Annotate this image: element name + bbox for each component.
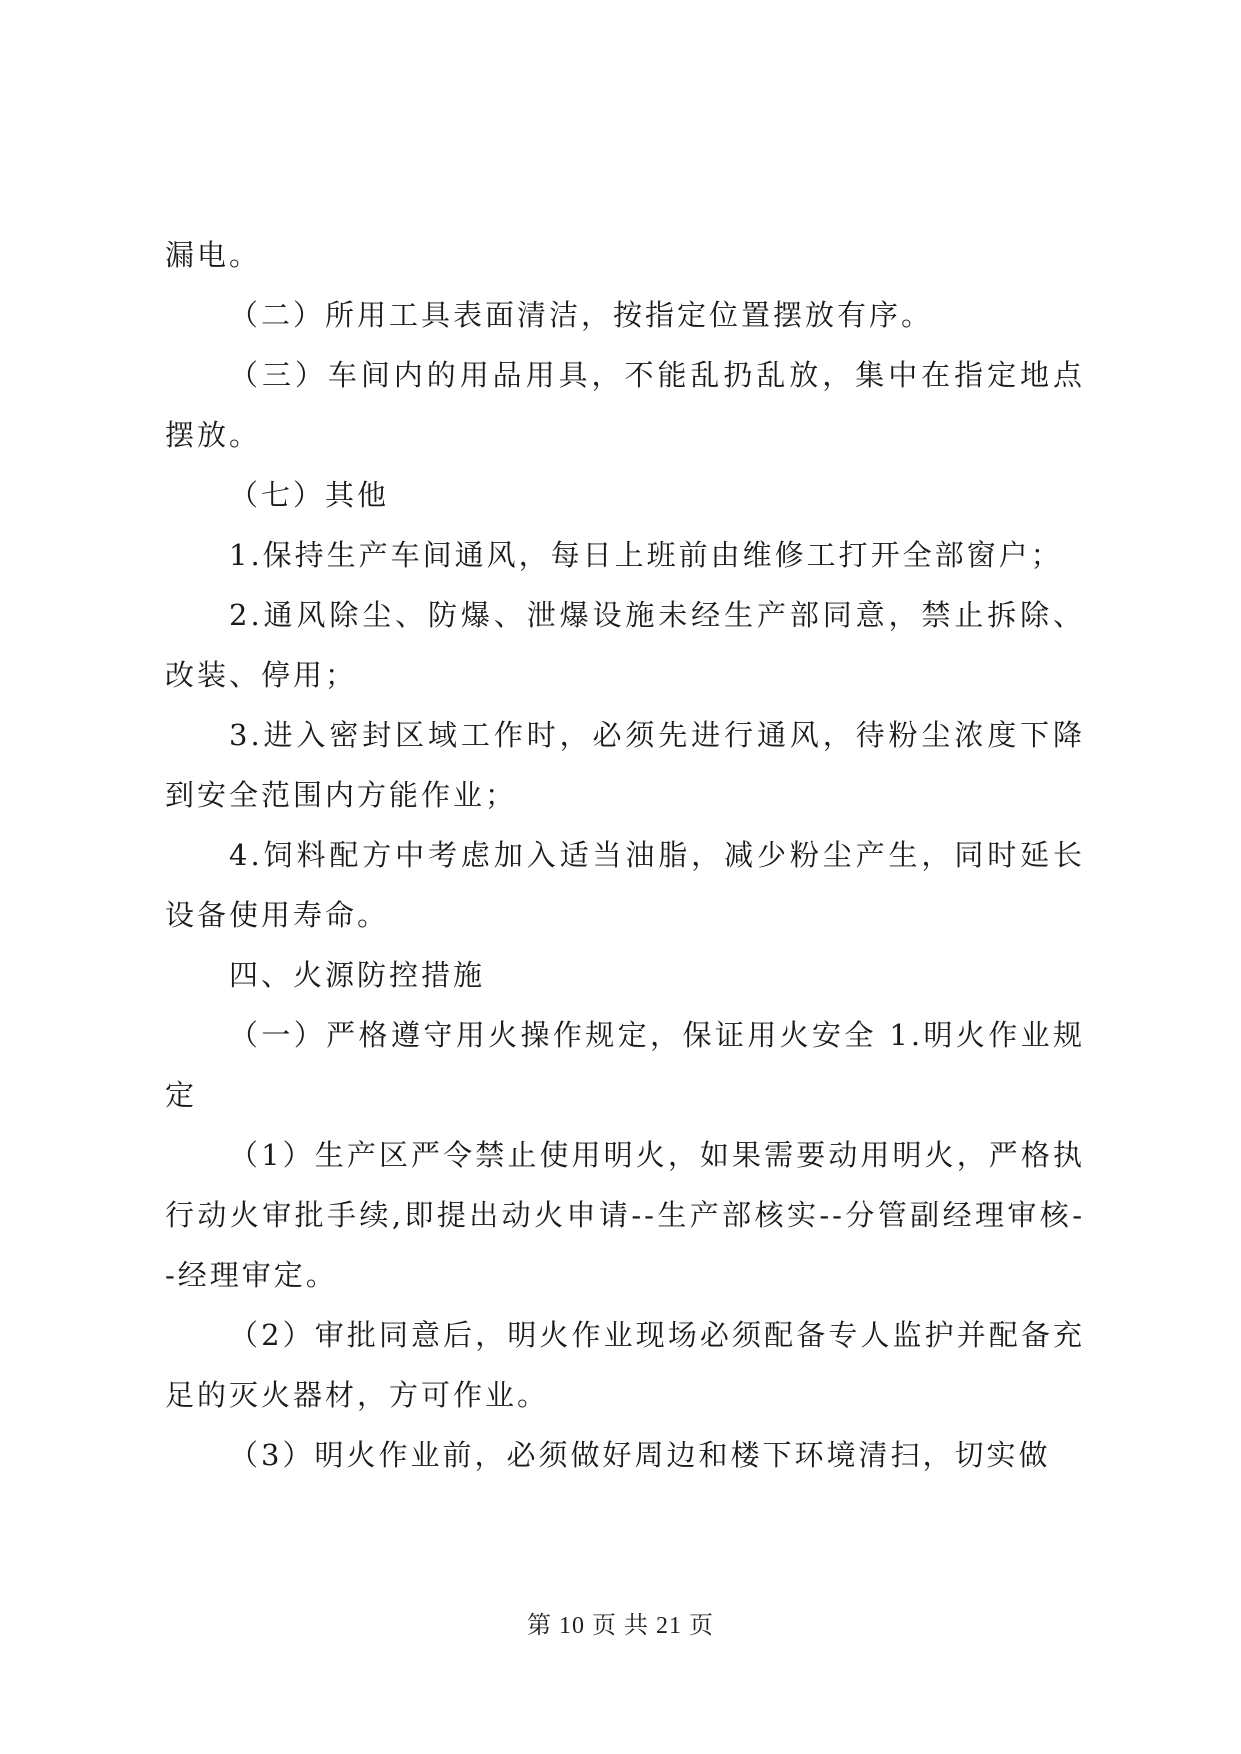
section-heading: 四、火源防控措施 [229,958,486,992]
paragraph: 4.饲料配方中考虑加入适当油脂，减少粉尘产生，同时延长设备使用寿命。 [165,838,1085,932]
paragraph: （3）明火作业前，必须做好周边和楼下环境清扫，切实做 [229,1438,1051,1472]
paragraph: 1.保持生产车间通风，每日上班前由维修工打开全部窗户； [229,538,1063,572]
page-number-footer: 第 10 页 共 21 页 [527,1613,714,1639]
paragraph: 漏电。 [165,238,262,272]
paragraph: 2.通风除尘、防爆、泄爆设施未经生产部同意，禁止拆除、改装、停用； [165,598,1085,692]
paragraph: （1）生产区严令禁止使用明火，如果需要动用明火，严格执行动火审批手续,即提出动火申请--生产部核实--分管副经理审核--经理审定。 [165,1138,1085,1292]
paragraph: （一）严格遵守用火操作规定，保证用火安全 1.明火作业规定 [165,1018,1085,1112]
paragraph: 3.进入密封区域工作时，必须先进行通风，待粉尘浓度下降到安全范围内方能作业； [165,718,1085,812]
paragraph: （七）其他 [229,478,390,512]
paragraph: （三）车间内的用品用具，不能乱扔乱放，集中在指定地点摆放。 [165,358,1085,452]
document-body [165,225,1085,1485]
paragraph: （2）审批同意后，明火作业现场必须配备专人监护并配备充足的灭火器材，方可作业。 [165,1318,1085,1412]
paragraph: （二）所用工具表面清洁，按指定位置摆放有序。 [229,298,934,332]
